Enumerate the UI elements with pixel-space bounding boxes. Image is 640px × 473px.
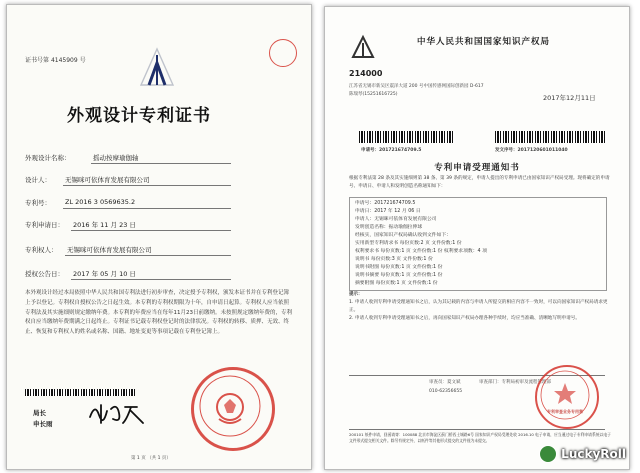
notice-field-row: 说明书附图 每份页数:1 页 文件份数:1 份	[355, 265, 443, 270]
certificate-title: 外观设计专利证书	[67, 106, 211, 126]
design-name-value: 摇动按摩瑜伽轴	[93, 154, 139, 162]
notice-intro: 根据专利法第 28 条及其实施细则第 38 条、第 39 条的规定，申请人提出的专利申请已由国家知识产权局受理。现将确定的申请号、申请日、申请人和发明创造名称通知如下：	[349, 176, 610, 189]
note-2: 2. 申请人收到专利申请受理通知书之后，再向国家知识产权局办理各种手续时，均应当准确、清晰地写明申请号。	[349, 316, 580, 321]
application-barcode	[359, 131, 455, 143]
recipient-contact: 陈瑞琴(15251616725)	[349, 92, 398, 97]
examiner-department: 审查部门：专利局初审及流程管理部	[479, 380, 551, 385]
luckyroll-logo-icon	[539, 445, 557, 463]
notice-field-row: 申请日：2017 年 12 月 06 日	[355, 209, 421, 214]
patentee-label: 专利权人：	[25, 246, 58, 254]
notes-label: 提示：	[349, 292, 363, 297]
national-ip-office-seal	[191, 367, 275, 451]
patent-certificate	[6, 4, 312, 470]
designer-value: 无锡咪可依体育发展有限公司	[65, 176, 150, 184]
notice-field-row: 说明书 每份页数:3 页 文件份数:1 份	[355, 257, 433, 262]
notice-field-row: 经核实，国家知识产权局确认收到文件如下：	[355, 233, 451, 238]
examiner: 审查员：夏文斌	[429, 380, 461, 385]
notice-field-row: 申请号：201721674709.5	[355, 201, 416, 206]
grant-date-label: 授权公告日：	[25, 270, 64, 278]
acceptance-seal-icon	[535, 365, 595, 425]
patent-office-emblem-icon	[135, 45, 179, 91]
examiner-phone: 010-62356655	[429, 389, 463, 394]
filing-date-label: 专利申请日：	[25, 221, 64, 229]
notice-title: 专利申请受理通知书	[434, 163, 520, 173]
application-number-top: 申请号：201721674709.5	[361, 148, 422, 153]
notice-field-row: 实用新型专利请求书 每份页数:2 页 文件份数:1 份	[355, 241, 462, 246]
director-name-label: 申长雨	[33, 420, 53, 428]
director-label: 局长	[33, 409, 46, 417]
patent-number-value: ZL 2016 3 0569635.2	[65, 198, 136, 206]
watermark-text: LuckyRoll	[561, 447, 626, 461]
postcode: 214000	[349, 69, 383, 78]
design-name-label: 外观设计名称：	[25, 154, 71, 162]
page-number: 第 1 页 （共 1 页）	[131, 456, 171, 461]
notice-field-row: 申请人：无锡咪可依体育发展有限公司	[355, 217, 437, 222]
notice-field-row: 权利要求书 每份页数:1 页 文件份数:1 份 权利要求项数：4 项	[355, 249, 487, 254]
filing-date-value: 2016 年 11 月 23 日	[73, 221, 136, 229]
notice-footer: 200101 纸件申请，回函请寄：100088 北京市海淀区蓟门桥西土城路6号 国家知识产权局受理处收 2016.10 电子申请，应当通过电子专利申请系统以电子文件形式提交相关文件。除另有规定外，以纸件等其他形式提交的文件视为未提交。	[349, 432, 611, 443]
director-signature	[87, 401, 147, 427]
patent-office-logo-icon	[349, 33, 377, 61]
note-1: 1. 申请人收到专利申请受理通知书之后，认为其记载的内容与申请人所提交的相应内容不一致时，可以向国家知识产权局请求更正。	[349, 300, 608, 313]
patentee-value: 无锡咪可依体育发展有限公司	[67, 246, 152, 254]
acceptance-notice	[324, 6, 630, 470]
recipient-address: 江苏省无锡市新吴区震泽大道 200 号中国传感网国际创新园 D-617	[349, 84, 484, 89]
notice-barcode	[495, 131, 607, 143]
issue-date: 2017年12月11日	[543, 94, 596, 102]
acceptance-seal-label: 专利审查业务专用章	[547, 409, 583, 414]
watermark	[539, 445, 626, 463]
patent-number-label: 专利号：	[25, 199, 51, 207]
acceptance-seal-stamp	[535, 365, 599, 429]
notice-field-list	[355, 200, 487, 288]
small-seal-stamp	[269, 39, 297, 67]
notice-field-row: 摘要附图 每份页数:1 页 文件份数:1 份	[355, 281, 438, 286]
certificate-number: 证书号第 4145909 号	[25, 57, 86, 64]
certificate-body-text: 本外观设计经过本局依照中华人民共和国专利法进行初步审查，决定授予专利权，颁发本证书并在专利登记簿上予以登记。专利权自授权公告之日起生效。本专利的专利权期限为十年，自申请日起算。专利权人应当依照专利法及其实施细则规定缴纳年费。本专利的年费应当在每年11月23日前缴纳。未按照规定缴纳年费的，专利权自应当缴纳年费期满之日起终止。专利证书记载专利权登记时的法律状况。专利权的转移、质押、无效、终止、恢复和专利权人的姓名或名称、国籍、地址变更等事项记载在专利登记簿上。	[25, 290, 293, 336]
notice-field-row: 说明书摘要 每份页数:1 页 文件份数:1 份	[355, 273, 443, 278]
notice-field-row: 发明创造名称：振动瑜伽拉伸球	[355, 225, 423, 230]
seal-emblem-icon	[191, 367, 269, 445]
designer-label: 设计人：	[25, 176, 51, 184]
certificate-barcode	[25, 389, 135, 396]
office-header: 中华人民共和国国家知识产权局	[417, 37, 551, 47]
notice-number: 发文序号：2017120601011040	[495, 148, 568, 153]
grant-date-value: 2017 年 05 月 10 日	[73, 270, 136, 278]
